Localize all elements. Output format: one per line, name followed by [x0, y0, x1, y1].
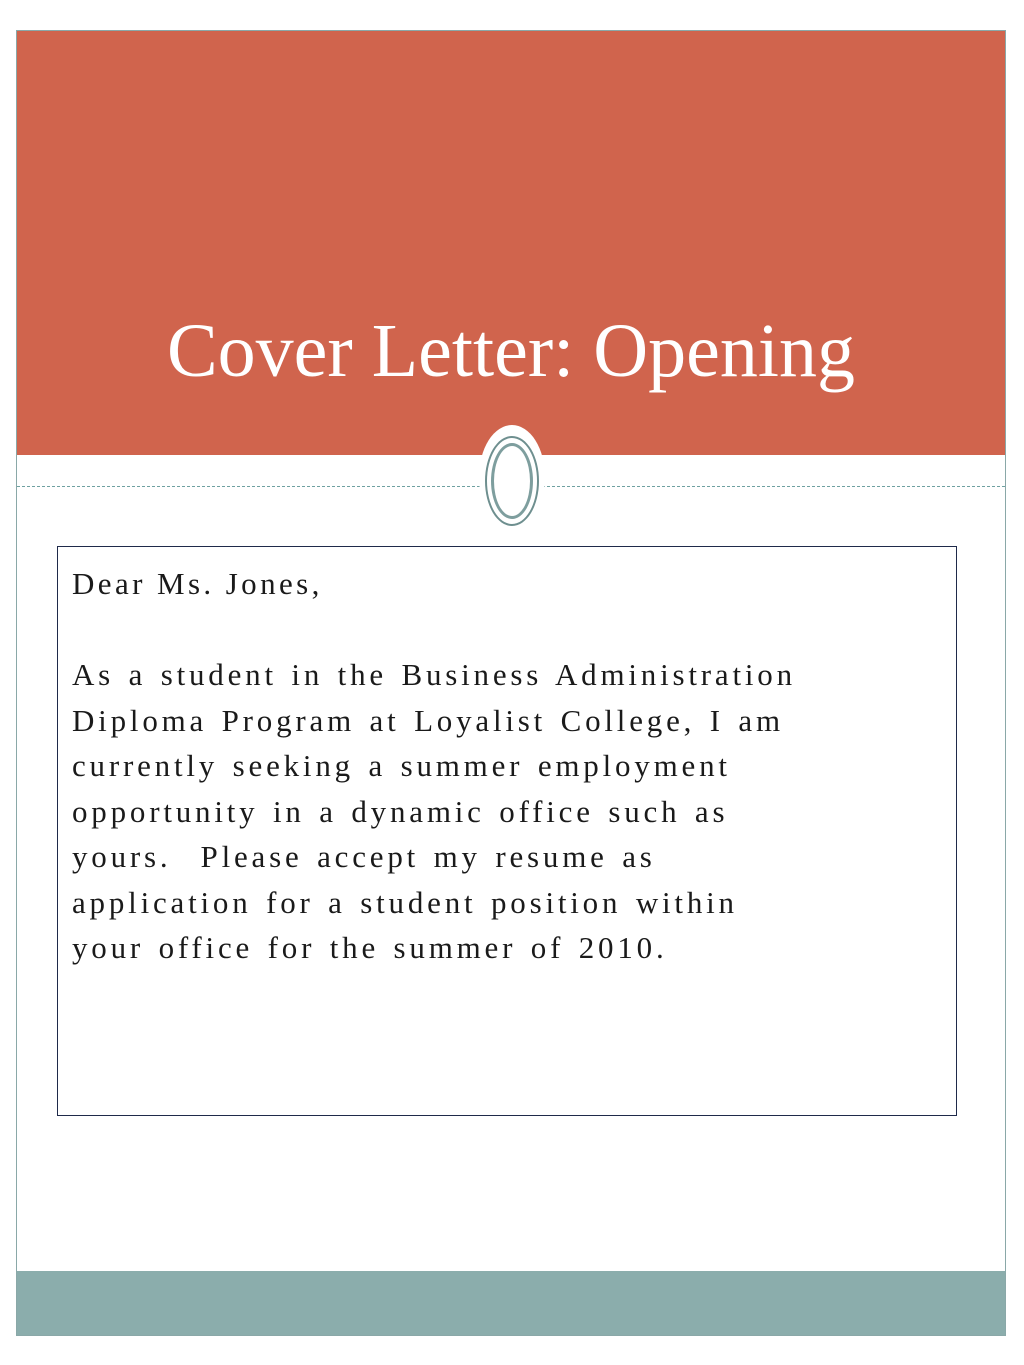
slide	[16, 30, 1006, 1336]
letter-line: your office for the summer of 2010.	[72, 930, 668, 965]
letter-line: opportunity in a dynamic office such as	[72, 793, 729, 829]
letter-line: As a student in the Business Administration	[72, 657, 796, 692]
letter-line: yours. Please accept my resume as	[72, 839, 656, 874]
letter-line: Diploma Program at Loyalist College, I am	[72, 702, 784, 738]
slide-title: Cover Letter: Opening	[166, 309, 855, 393]
medallion-inner-ring	[491, 443, 533, 519]
letter-line: application for a student position within	[72, 884, 738, 920]
title-band	[17, 31, 1005, 455]
letter-salutation: Dear Ms. Jones,	[72, 566, 323, 601]
letter-text-box	[57, 546, 957, 1116]
letter-line: currently seeking a summer employment	[72, 748, 731, 783]
footer-band	[17, 1271, 1005, 1335]
